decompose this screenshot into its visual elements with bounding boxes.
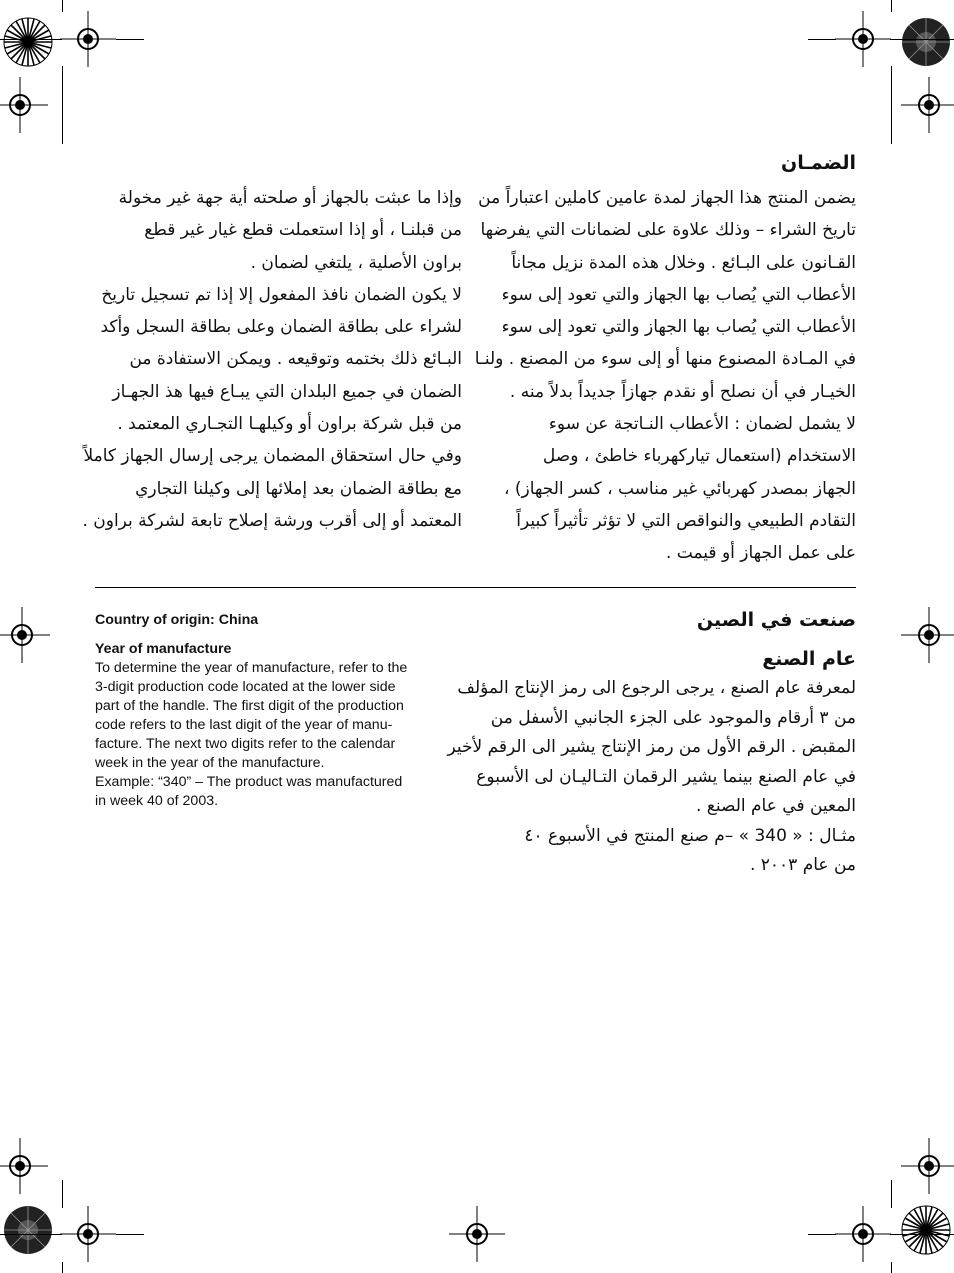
registration-mark-icon — [835, 11, 891, 67]
crop-line — [116, 1234, 144, 1235]
color-rosette-icon — [901, 17, 951, 67]
origin-english-column — [95, 611, 460, 811]
registration-mark-icon — [835, 1206, 891, 1262]
country-of-origin-ar: صنعت في الصين — [696, 609, 856, 631]
text-line: code refers to the last digit of the year of manu- — [95, 717, 393, 733]
year-title: Year of manufacture — [95, 641, 232, 657]
color-rosette-icon — [901, 1205, 951, 1255]
registration-mark-icon — [901, 607, 954, 663]
crop-line — [890, 39, 954, 40]
color-rosette-icon — [3, 17, 53, 67]
registration-mark-icon — [901, 1138, 954, 1194]
crop-line — [808, 39, 836, 40]
text-line: في المـادة المصنوع منها أو إلى سوء من المصنع . ولنـا — [474, 349, 856, 370]
text-line: لا يشمل لضمان : الأعطاب النـاتجة عن سوء — [548, 414, 856, 435]
text-line: القـانون على البـائع . وخلال هذه المدة نزيل مجاناً — [511, 252, 856, 273]
crop-line — [116, 39, 144, 40]
text-line: week in the year of the manufacture. — [95, 755, 325, 771]
text-line: تاريخ الشراء – وذلك علاوة على لضمانات التي يفرضها — [480, 220, 856, 241]
text-line: براون الأصلية ، يلتغي لضمان . — [250, 252, 462, 273]
origin-arabic-text — [447, 674, 856, 881]
text-line: 3-digit production code located at the lower side — [95, 679, 396, 695]
crop-line — [0, 1234, 62, 1235]
registration-mark-icon — [449, 1206, 505, 1262]
color-rosette-icon — [3, 1205, 53, 1255]
text-line: البـائع ذلك بختمه وتوقيعه . ويمكن الاستفادة من — [129, 349, 462, 370]
text-line: مع بطاقة الضمان بعد إملائها إلى وكيلنا التجاري — [135, 478, 462, 499]
text-line: الاستخدام (استعمال تياركهرباء خاطئ ، وصل — [542, 446, 856, 467]
crop-line — [62, 66, 63, 144]
registration-mark-icon — [60, 1206, 116, 1262]
text-line: لمعرفة عام الصنع ، يرجى الرجوع الى رمز الإنتاج المؤلف — [457, 678, 856, 698]
crop-line — [62, 1262, 63, 1273]
text-line: الخيـار في أن نصلح أو نقدم جهازاً جديداً بدلاً منه . — [509, 381, 856, 402]
text-line: المعتمد أو إلى أقرب ورشة إصلاح تابعة لشركة براون . — [82, 510, 462, 531]
registration-mark-icon — [0, 77, 48, 133]
text-line: مثـال : « 340 » –م صنع المنتج في الأسبوع ٤٠ — [524, 825, 856, 846]
text-line: الجهاز بمصدر كهربائي غير مناسب ، كسر الجهاز) ، — [504, 478, 856, 499]
crop-line — [891, 1180, 892, 1208]
text-line: وفي حال استحقاق المضمان يرجى إرسال الجهاز كاملاً — [83, 446, 462, 467]
warranty-title: الضمـان — [781, 152, 856, 174]
text-line: التقادم الطبيعي والنواقص التي لا تؤثر تأثيراً كبيراً — [516, 510, 856, 531]
crop-line — [891, 0, 892, 12]
text-line: من قبل شركة براون أو وكيلهـا التجـاري المعتمد . — [117, 414, 462, 435]
text-line: لا يكون الضمان نافذ المفعول إلا إذا تم تسجيل تاريخ — [101, 284, 462, 305]
text-line: الضمان في جميع البلدان التي يبـاع فيها هذ الجهـاز — [112, 381, 462, 402]
crop-line — [891, 66, 892, 144]
text-line: in week 40 of 2003. — [95, 793, 219, 809]
text-line: من ٣ أرقام والموجود على الجزء الجانبي الأسفل من — [490, 707, 856, 728]
crop-line — [62, 0, 63, 12]
crop-line — [890, 1234, 954, 1235]
registration-mark-icon — [0, 607, 50, 663]
text-line: في عام الصنع بينما يشير الرقمان التـاليـان لى الأسبوع — [476, 766, 856, 787]
text-line: لشراء على بطاقة الضمان وعلى بطاقة السجل وأكد — [100, 317, 462, 338]
text-line: facture. The next two digits refer to the calendar — [95, 736, 396, 752]
text-line: part of the handle. The first digit of the production — [95, 698, 404, 714]
year-title-ar: عام الصنع — [762, 648, 856, 670]
text-line: المعين في عام الصنع . — [696, 796, 856, 816]
origin-arabic-column — [447, 608, 856, 881]
crop-line — [0, 39, 62, 40]
text-line: الأعطاب التي يُصاب بها الجهاز والتي تعود إلى سوء — [501, 317, 856, 338]
registration-mark-icon — [0, 1138, 48, 1194]
crop-line — [891, 1262, 892, 1273]
section-divider — [95, 587, 856, 588]
country-of-origin: Country of origin: China — [95, 612, 259, 628]
warranty-right-column — [476, 151, 856, 570]
text-line: وإذا ما عبثت بالجهاز أو صلحته أية جهة غير مخولة — [118, 188, 462, 208]
text-line: يضمن المنتج هذا الجهاز لمدة عامين كاملين اعتباراً من — [478, 188, 856, 208]
text-line: الأعطاب التي يُصاب بها الجهاز والتي تعود إلى سوء — [501, 284, 856, 305]
text-line: Example: “340” – The product was manufactured — [95, 774, 403, 790]
text-line: على عمل الجهاز أو قيمت . — [665, 543, 856, 564]
text-line: المقبض . الرقم الأول من رمز الإنتاج يشير الى الرقم لأخير — [447, 737, 856, 757]
text-line: من قبلنـا ، أو إذا استعملت قطع غيار غير قطع — [144, 220, 462, 241]
registration-mark-icon — [60, 11, 116, 67]
warranty-right-text — [476, 182, 856, 570]
crop-line — [808, 1234, 836, 1235]
text-line: To determine the year of manufacture, refer to the — [95, 660, 408, 676]
crop-line — [62, 1180, 63, 1208]
text-line: من عام ٢٠٠٣ . — [749, 855, 856, 875]
registration-mark-icon — [901, 77, 954, 133]
warranty-left-column — [82, 182, 462, 537]
